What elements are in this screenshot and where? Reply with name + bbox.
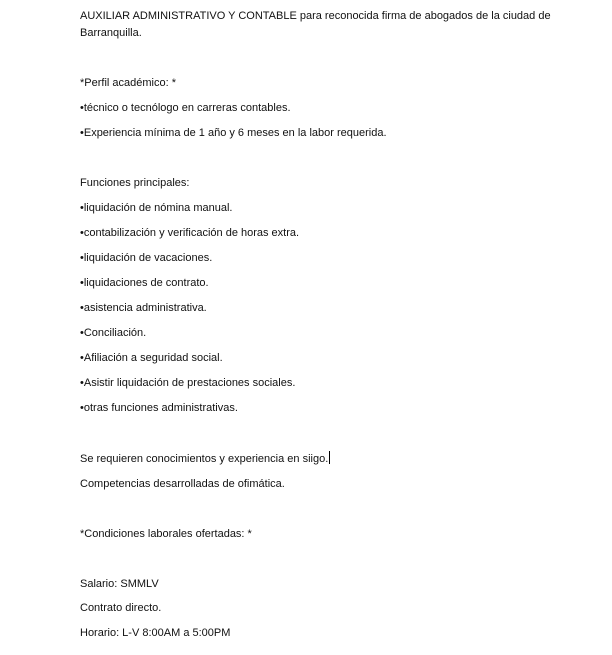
perfil-item: •técnico o tecnólogo en carreras contables.	[80, 102, 291, 114]
perfil-heading: *Perfil académico: *	[80, 77, 176, 89]
funcion-item: •otras funciones administrativas.	[80, 402, 238, 414]
funcion-item: •asistencia administrativa.	[80, 302, 207, 314]
funcion-item: •liquidación de vacaciones.	[80, 252, 213, 264]
condiciones-heading: *Condiciones laborales ofertadas: *	[80, 528, 252, 540]
funcion-item: •contabilización y verificación de horas extra.	[80, 227, 300, 239]
funciones-heading: Funciones principales:	[80, 177, 190, 189]
funcion-item: •Asistir liquidación de prestaciones sociales.	[80, 377, 296, 389]
salario-line: Salario: SMMLV	[80, 578, 159, 590]
funcion-item: •liquidaciones de contrato.	[80, 277, 209, 289]
job-title: AUXILIAR ADMINISTRATIVO Y CONTABLE para reconocida firma de abogados de la ciudad de Barranquilla.	[80, 10, 551, 39]
requisitos-siigo-text: Se requieren conocimientos y experiencia en siigo.	[80, 453, 329, 465]
funcion-item: •liquidación de nómina manual.	[80, 202, 233, 214]
horario-line: Horario: L-V 8:00AM a 5:00PM	[80, 627, 231, 639]
perfil-item: •Experiencia mínima de 1 año y 6 meses en la labor requerida.	[80, 127, 387, 139]
requisitos-line	[80, 451, 555, 468]
funcion-item: •Afiliación a seguridad social.	[80, 352, 223, 364]
requisitos-ofimatica: Competencias desarrolladas de ofimática.	[80, 478, 285, 490]
funcion-item: •Conciliación.	[80, 327, 147, 339]
contrato-line: Contrato directo.	[80, 602, 162, 614]
text-cursor	[329, 451, 330, 464]
